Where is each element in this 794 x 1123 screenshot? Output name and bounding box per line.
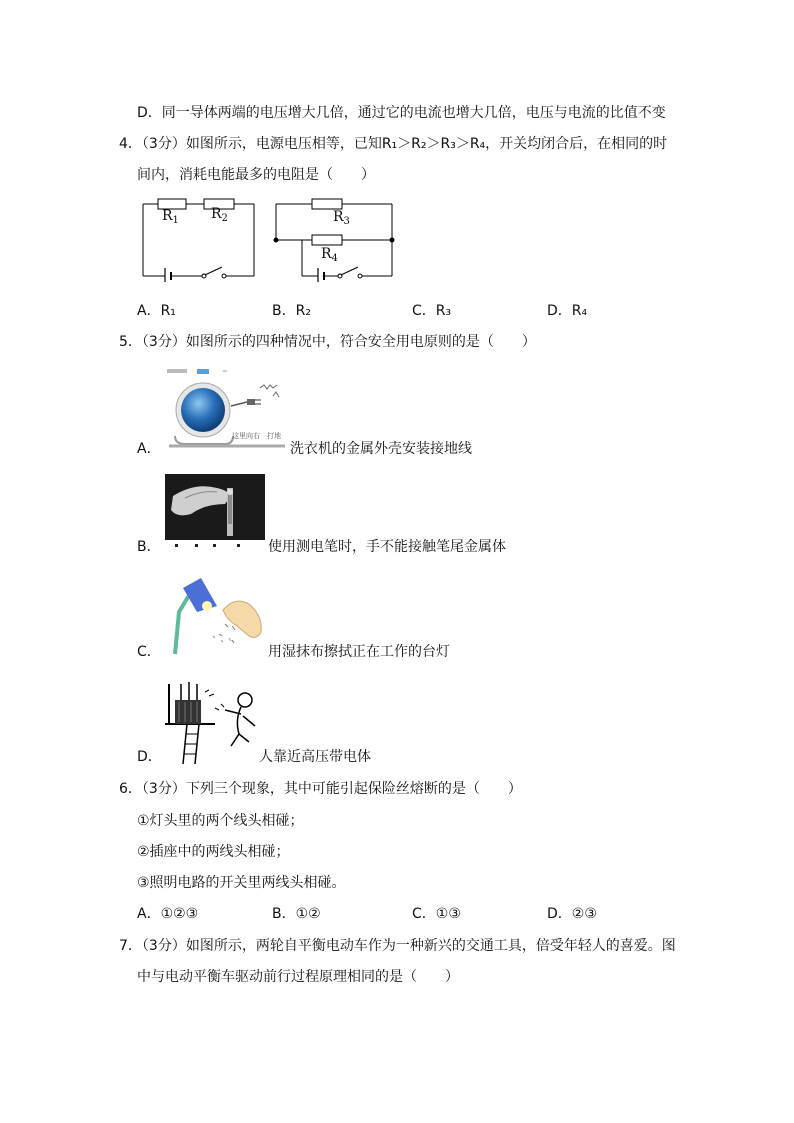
q6-option-d[interactable]: D．②③	[547, 906, 597, 922]
circuit-diagram-series	[138, 196, 260, 282]
q6-item-1: ①灯头里的两个线头相碰；	[137, 813, 304, 829]
q5-option-c-letter[interactable]: C．	[137, 644, 161, 660]
q7-stem-line2: 中与电动平衡车驱动前行过程原理相同的是（ ）	[137, 969, 459, 985]
q5-option-b-caption: 使用测电笔时，手不能接触笔尾金属体	[268, 539, 506, 555]
q6-option-c[interactable]: C．①③	[412, 906, 461, 922]
label-r4: $R_4$	[321, 246, 338, 264]
q5-option-d-caption: 人靠近高压带电体	[259, 749, 371, 765]
q3-option-d: D．同一导体两端的电压增大几倍，通过它的电流也增大几倍，电压与电流的比值不变	[137, 105, 666, 121]
q6-item-2: ②插座中的两线头相碰；	[137, 844, 290, 860]
label-r3: $R_3$	[333, 209, 350, 227]
high-voltage-image	[165, 680, 260, 764]
q4-option-b[interactable]: B．R₂	[272, 303, 311, 319]
q4-stem-line1: 4．（3分）如图所示，电源电压相等，已知R₁＞R₂＞R₃＞R₄，开关均闭合后，在相同的时	[119, 136, 668, 152]
q5-option-d-letter[interactable]: D．	[137, 749, 162, 765]
label-r1: $R_1$	[162, 208, 179, 226]
q4-option-d[interactable]: D．R₄	[547, 303, 588, 319]
washing-machine-image-text: 这里向右 打地	[232, 432, 281, 440]
q4-option-a[interactable]: A．R₁	[137, 303, 176, 319]
test-pen-image	[165, 474, 265, 550]
desk-lamp-image	[165, 576, 267, 658]
q7-stem-line1: 7．（3分）如图所示，两轮自平衡电动车作为一种新兴的交通工具，倍受年轻人的喜爱。图	[119, 938, 676, 954]
q4-stem-line2: 间内，消耗电能最多的电阻是（ ）	[137, 167, 375, 183]
label-r2: $R_2$	[211, 206, 228, 224]
q6-option-b[interactable]: B．①②	[272, 906, 321, 922]
q6-stem: 6．（3分）下列三个现象，其中可能引起保险丝熔断的是（ ）	[119, 781, 522, 797]
q5-option-b-letter[interactable]: B．	[137, 539, 161, 555]
q5-option-a-letter[interactable]: A．	[137, 441, 161, 457]
q4-option-c[interactable]: C．R₃	[412, 303, 452, 319]
q6-item-3: ③照明电路的开关里两线头相碰。	[137, 875, 346, 891]
q6-option-a[interactable]: A．①②③	[137, 906, 199, 922]
q5-option-a-caption: 洗衣机的金属外壳安装接地线	[290, 441, 472, 457]
q5-option-c-caption: 用湿抹布擦拭正在工作的台灯	[268, 644, 450, 660]
q5-stem: 5．（3分）如图所示的四种情况中，符合安全用电原则的是（ ）	[119, 334, 536, 350]
